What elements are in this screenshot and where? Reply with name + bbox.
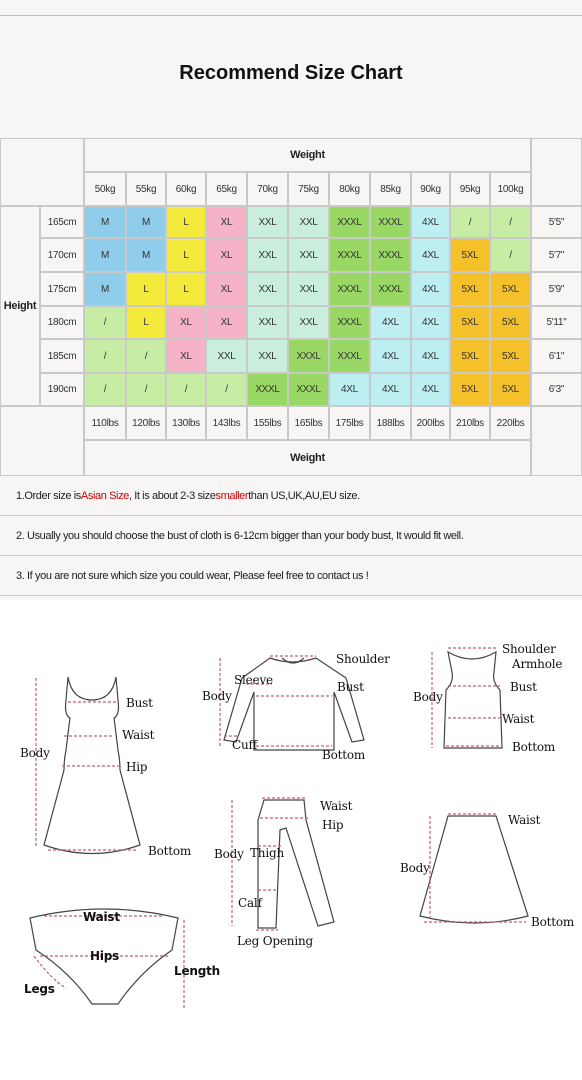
size-cell: XXXL [329,238,370,272]
size-cell: 5XL [490,272,531,306]
height-ft-cell: 6'3" [531,373,582,406]
page-title: Recommend Size Chart [179,62,403,84]
weight-lbs-cell: 155lbs [247,406,288,440]
size-cell: XL [206,206,247,238]
panty-legs-label: Legs [24,982,55,996]
size-cell: / [126,339,166,373]
corner-cell [0,406,84,476]
height-ft-cell: 5'9" [531,272,582,306]
size-cell: XXXL [329,272,370,306]
note-text: , It is about 2-3 size [128,489,216,502]
height-cm-cell: 190cm [40,373,84,406]
corner-cell [0,138,84,206]
pants-calf-label: Calf [238,896,262,910]
weight-kg-cell: 80kg [329,172,370,206]
weight-kg-cell: 50kg [84,172,126,206]
weight-lbs-cell: 188lbs [370,406,411,440]
size-cell: / [490,206,531,238]
panty-hips-label: Hips [90,949,120,963]
skirt-waist-label: Waist [508,813,541,827]
size-cell: 4XL [411,272,450,306]
weight-header-bottom: Weight [84,440,531,476]
shirt-body-label: Body [202,689,232,703]
dress-bottom-label: Bottom [148,844,192,858]
size-cell: 5XL [450,339,490,373]
size-cell: XXXL [288,339,329,373]
size-cell: 4XL [411,238,450,272]
weight-lbs-cell: 175lbs [329,406,370,440]
note-asian-size [0,476,582,516]
size-cell: / [84,373,126,406]
size-cell: 4XL [411,339,450,373]
size-cell: L [166,272,206,306]
size-cell: L [166,206,206,238]
corner-cell [531,406,582,476]
size-cell: M [84,238,126,272]
size-cell: M [126,238,166,272]
size-cell: XXXL [329,306,370,339]
note-highlight-smaller: smaller [215,489,249,502]
size-cell: L [126,306,166,339]
shirt-shoulder-label: Shoulder [336,652,390,666]
top-divider [0,15,582,16]
shirt-bottom-label: Bottom [322,748,366,762]
size-cell: / [84,306,126,339]
height-cm-cell: 180cm [40,306,84,339]
weight-lbs-cell: 120lbs [126,406,166,440]
height-cm-cell: 165cm [40,206,84,238]
shirt-cuff-label: Cuff [232,738,257,752]
size-cell: 4XL [370,339,411,373]
weight-lbs-cell: 143lbs [206,406,247,440]
size-cell: XL [206,238,247,272]
skirt-drawing [420,814,528,923]
weight-kg-cell: 55kg [126,172,166,206]
size-cell: / [490,238,531,272]
size-cell: XXXL [329,206,370,238]
height-ft-cell: 5'5" [531,206,582,238]
garment-drawings [0,600,582,1080]
size-cell: 5XL [450,306,490,339]
size-cell: XXL [247,206,288,238]
note-text: than US,UK,AU,EU size. [248,489,360,502]
weight-header-top: Weight [84,138,531,172]
size-cell: 5XL [450,373,490,406]
weight-lbs-cell: 200lbs [411,406,450,440]
dress-waist-label: Waist [122,728,155,742]
size-cell: 4XL [411,373,450,406]
size-cell: 5XL [450,272,490,306]
size-cell: XL [206,306,247,339]
weight-lbs-cell: 220lbs [490,406,531,440]
pants-body-label: Body [214,847,244,861]
panty-waist-label: Waist [83,910,120,924]
vest-body-label: Body [413,690,443,704]
pants-hip-label: Hip [322,818,344,832]
size-cell: XXXL [370,238,411,272]
skirt-bottom-label: Bottom [531,915,575,929]
skirt-body-label: Body [400,861,430,875]
weight-kg-cell: 70kg [247,172,288,206]
pants-drawing [232,798,334,930]
size-cell: 5XL [450,238,490,272]
size-cell: / [126,373,166,406]
size-cell: XXXL [329,339,370,373]
size-cell: 4XL [370,373,411,406]
note-bust-advice: 2. Usually you should choose the bust of cloth is 6-12cm bigger than your body bust, It would fit well. [0,516,582,556]
height-ft-cell: 6'1" [531,339,582,373]
weight-kg-cell: 100kg [490,172,531,206]
size-cell: XXL [288,306,329,339]
weight-lbs-cell: 110lbs [84,406,126,440]
dress-drawing [36,677,140,854]
vest-waist-label: Waist [502,712,535,726]
note-contact: 3. If you are not sure which size you could wear, Please feel free to contact us ! [0,556,582,596]
shirt-bust-label: Bust [337,680,364,694]
size-cell: XXL [288,206,329,238]
height-ft-cell: 5'7" [531,238,582,272]
size-cell: XXL [247,238,288,272]
weight-lbs-cell: 130lbs [166,406,206,440]
note-highlight-asian-size: Asian Size [80,489,129,502]
size-cell: 4XL [329,373,370,406]
height-cm-cell: 170cm [40,238,84,272]
size-cell: XXXL [288,373,329,406]
note-text: 1.Order size is [16,489,81,502]
dress-body-label: Body [20,746,50,760]
size-cell: / [206,373,247,406]
size-cell: L [166,238,206,272]
size-cell: 4XL [370,306,411,339]
size-cell: XL [166,306,206,339]
pants-thigh-label: Thigh [250,846,284,860]
size-cell: XXXL [247,373,288,406]
size-cell: 5XL [490,339,531,373]
size-cell: XXL [247,272,288,306]
size-cell: XXXL [370,206,411,238]
panty-length-label: Length [174,964,220,978]
weight-lbs-cell: 210lbs [450,406,490,440]
height-cm-cell: 185cm [40,339,84,373]
size-cell: XL [166,339,206,373]
height-header: Height [0,206,40,406]
size-cell: M [84,272,126,306]
size-cell: XL [206,272,247,306]
size-cell: 4XL [411,306,450,339]
vest-shoulder-label: Shoulder [502,642,556,656]
size-cell: / [84,339,126,373]
vest-bottom-label: Bottom [512,740,556,754]
size-cell: XXL [247,339,288,373]
size-cell: / [450,206,490,238]
pants-waist-label: Waist [320,799,353,813]
vest-armhole-label: Armhole [512,657,563,671]
measurement-diagrams [0,600,582,1080]
weight-kg-cell: 75kg [288,172,329,206]
weight-kg-cell: 95kg [450,172,490,206]
height-ft-cell: 5'11" [531,306,582,339]
size-cell: XXXL [370,272,411,306]
size-cell: / [166,373,206,406]
corner-cell [531,138,582,206]
size-cell: XXL [288,238,329,272]
size-cell: L [126,272,166,306]
dress-hip-label: Hip [126,760,148,774]
size-cell: 5XL [490,373,531,406]
pants-leg-opening-label: Leg Opening [237,934,313,948]
shirt-drawing [220,656,364,750]
weight-lbs-cell: 165lbs [288,406,329,440]
size-cell: M [84,206,126,238]
weight-kg-cell: 85kg [370,172,411,206]
size-cell: XXL [206,339,247,373]
weight-kg-cell: 60kg [166,172,206,206]
size-cell: XXL [288,272,329,306]
size-chart-table [0,138,582,476]
size-cell: XXL [247,306,288,339]
height-cm-cell: 175cm [40,272,84,306]
shirt-sleeve-label: Sleeve [234,673,273,687]
weight-kg-cell: 90kg [411,172,450,206]
size-cell: M [126,206,166,238]
vest-bust-label: Bust [510,680,537,694]
size-cell: 5XL [490,306,531,339]
dress-bust-label: Bust [126,696,153,710]
size-cell: 4XL [411,206,450,238]
weight-kg-cell: 65kg [206,172,247,206]
